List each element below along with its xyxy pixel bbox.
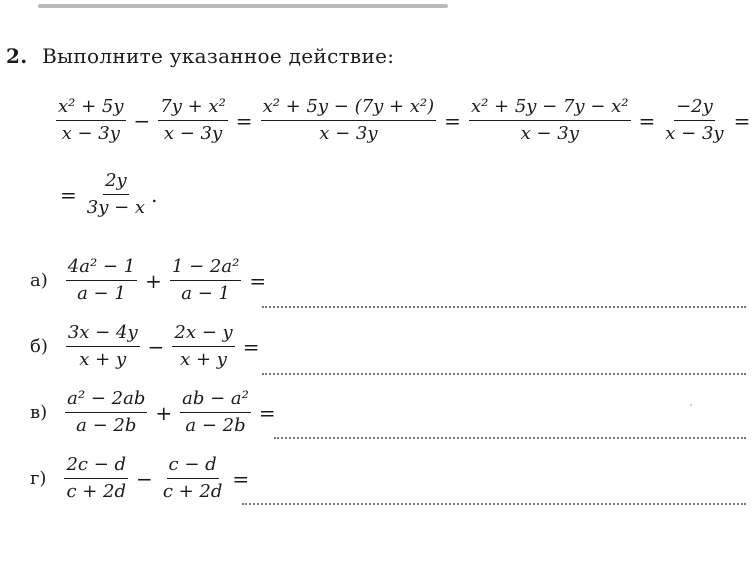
fraction-denominator: x − 3y — [163, 123, 223, 144]
operator: − — [147, 334, 165, 359]
fraction-denominator: 3y − x — [86, 197, 146, 218]
answer-line-a[interactable] — [262, 306, 746, 308]
fraction-numerator: x² + 5y — [56, 96, 126, 121]
fraction-denominator: x − 3y — [665, 123, 724, 144]
fraction-denominator: x + y — [79, 349, 127, 370]
equals-sign: = — [232, 466, 250, 491]
exercise-d — [30, 454, 253, 503]
task-instruction: Выполните указанное действие: — [42, 44, 395, 68]
exercise-b — [30, 322, 263, 371]
exercise-fraction-1 — [64, 454, 128, 503]
fraction-denominator: a − 2b — [76, 415, 137, 436]
exercise-fraction-2 — [180, 388, 251, 437]
fraction-denominator: x − 3y — [520, 123, 579, 144]
fraction-numerator: 7y + x² — [158, 96, 228, 121]
operator: = — [444, 108, 461, 133]
exercise-label: г) — [30, 468, 47, 489]
answer-line-c[interactable] — [274, 437, 746, 439]
exercise-label: б) — [30, 336, 48, 357]
operator: + — [155, 400, 173, 425]
example-fraction-4 — [469, 96, 631, 145]
fraction-numerator: a² − 2ab — [65, 388, 147, 413]
operator: = — [733, 108, 751, 133]
exercise-fraction-2 — [161, 454, 225, 503]
answer-line-d[interactable] — [242, 503, 746, 505]
exercise-fraction-1 — [66, 322, 140, 371]
example-line-1 — [52, 96, 754, 145]
answer-line-b[interactable] — [262, 373, 746, 375]
fraction-numerator: −2y — [674, 96, 715, 121]
exercise-fraction-1 — [65, 388, 147, 437]
example-fraction-1 — [56, 96, 126, 145]
fraction-numerator: 4a² − 1 — [66, 256, 137, 281]
operator: − — [136, 466, 153, 491]
fraction-numerator: 2c − d — [64, 454, 128, 479]
exercise-fraction-2 — [172, 322, 234, 371]
period: . — [151, 182, 158, 207]
task-heading — [6, 44, 394, 68]
fraction-denominator: a − 1 — [181, 283, 230, 304]
print-speck — [690, 404, 692, 406]
operator: − — [133, 108, 151, 133]
fraction-denominator: x − 3y — [319, 123, 378, 144]
exercise-fraction-2 — [170, 256, 241, 305]
fraction-numerator: 2x − y — [172, 322, 234, 347]
exercise-label: а) — [30, 270, 48, 291]
fraction-denominator: c + 2d — [66, 481, 127, 502]
fraction-numerator: x² + 5y − 7y − x² — [469, 96, 631, 121]
equals-sign: = — [258, 400, 276, 425]
exercise-label: в) — [30, 402, 48, 423]
fraction-denominator: x − 3y — [61, 123, 120, 144]
operator: = — [638, 108, 656, 133]
top-scroll-bar — [38, 4, 448, 8]
example-line-2 — [56, 170, 161, 219]
exercise-fraction-1 — [66, 256, 137, 305]
fraction-numerator: 2y — [103, 170, 129, 195]
fraction-numerator: x² + 5y − (7y + x²) — [261, 96, 437, 121]
exercise-a — [30, 256, 270, 305]
fraction-numerator: c − d — [167, 454, 219, 479]
task-number: 2. — [6, 44, 28, 68]
fraction-numerator: 3x − 4y — [66, 322, 140, 347]
operator: = — [60, 182, 77, 207]
fraction-numerator: ab − a² — [180, 388, 251, 413]
fraction-denominator: x + y — [180, 349, 227, 370]
example-fraction-3 — [261, 96, 437, 145]
example-result-fraction — [85, 170, 147, 219]
exercise-c — [30, 388, 280, 437]
fraction-numerator: 1 − 2a² — [170, 256, 241, 281]
fraction-denominator: c + 2d — [162, 481, 223, 502]
equals-sign: = — [242, 334, 260, 359]
example-fraction-5 — [663, 96, 725, 145]
equals-sign: = — [249, 268, 267, 293]
operator: + — [145, 268, 162, 293]
example-fraction-2 — [158, 96, 228, 145]
fraction-denominator: a − 2b — [185, 415, 246, 436]
operator: = — [235, 108, 253, 133]
fraction-denominator: a − 1 — [77, 283, 126, 304]
